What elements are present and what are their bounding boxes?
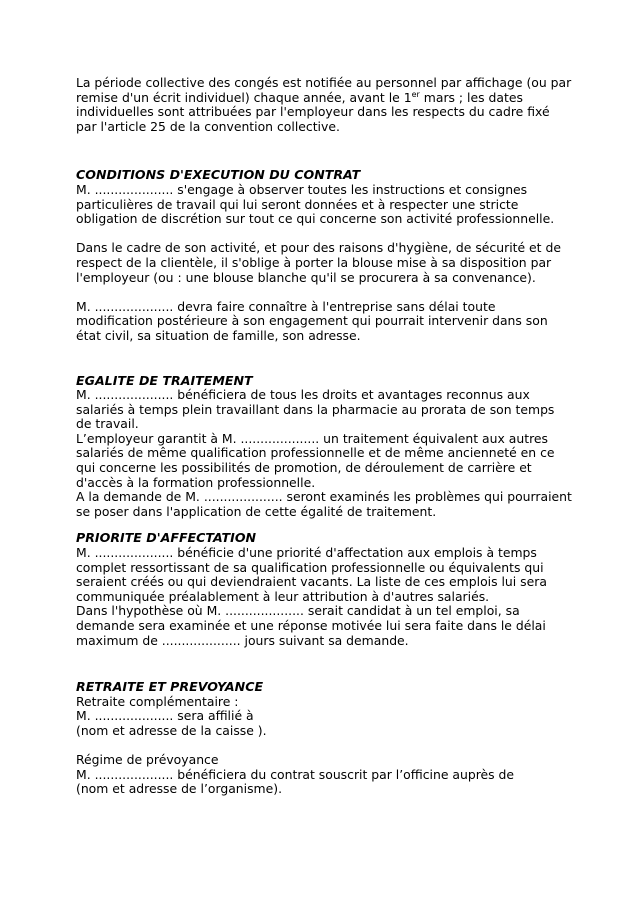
prevoyance-line-contrat: M. .................... bénéficiera du contrat souscrit par l’officine auprès de — [76, 766, 515, 782]
retraite-subheading: Retraite complémentaire : — [76, 693, 239, 709]
priorite-paragraph-2: Dans l'hypothèse où M. .................... serait candidat à un tel emploi, sa demande sera examinée et une réponse motivée lui sera faite dans le délai maximum de .................... jours suivant sa demande. — [76, 603, 546, 648]
prevoyance-subheading: Régime de prévoyance — [76, 752, 219, 768]
heading-priorite: PRIORITE D'AFFECTATION — [76, 530, 257, 546]
heading-retraite: RETRAITE ET PREVOYANCE — [76, 679, 264, 695]
intro-text-part1: La période collective des congés est notifiée au personnel par affichage (ou par remise d'un écrit individuel) chaque année, avant le 1 — [76, 75, 572, 105]
document-page — [76, 76, 572, 797]
retraite-line-affiliation: M. .................... sera affilié à — [76, 708, 254, 724]
heading-egalite: EGALITE DE TRAITEMENT — [76, 372, 253, 388]
intro-superscript: er — [411, 89, 420, 99]
conditions-paragraph-3: M. .................... devra faire connaître à l'entreprise sans délai toute modification postérieure à son engagement qui pourrait intervenir dans son état civil, sa situation de famille, son adresse. — [76, 298, 548, 343]
retraite-line-caisse: (nom et adresse de la caisse ). — [76, 722, 267, 738]
egalite-paragraph-1: M. .................... bénéficiera de tous les droits et avantages reconnus aux salariés à temps plein travaillant dans la pharmacie au prorata de son temps de travail. — [76, 387, 555, 432]
egalite-paragraph-2: L’employeur garantit à M. .................... un traitement équivalent aux autres salariés de même qualification professionnelle et de même ancienneté en ce qui concerne les possibilités de promotion, de déroulement de carrière et d'accès à la formation professionnelle. — [76, 430, 555, 490]
intro-text-part2: mars ; les dates individuelles sont attribuées par l'employeur dans les respects du cadre fixé par l'article 25 de la convention collective. — [76, 89, 550, 134]
priorite-paragraph-1: M. .................... bénéficie d'une priorité d'affectation aux emplois à temps complet ressortissant de sa qualification professionnelle ou équivalents qui seraient créés ou qui deviendraient vacants. La liste de ces emplois lui sera communiquée préalablement à leur attribution à d'autres salariés. — [76, 545, 547, 604]
conditions-paragraph-2: Dans le cadre de son activité, et pour des raisons d'hygiène, de sécurité et de respect de la clientèle, il s'oblige à porter la blouse mise à sa disposition par l'employeur (ou : une blouse blanche qu'il se procurera à sa convenance). — [76, 240, 561, 285]
heading-conditions: CONDITIONS D'EXECUTION DU CONTRAT — [76, 167, 361, 183]
intro-paragraph — [76, 76, 572, 134]
egalite-paragraph-3: A la demande de M. .................... seront examinés les problèmes qui pourraient se poser dans l'application de cette égalité de traitement. — [76, 489, 572, 519]
prevoyance-line-organisme: (nom et adresse de l’organisme). — [76, 781, 283, 797]
conditions-paragraph-1: M. .................... s'engage à observer toutes les instructions et consignes particulières de travail qui lui seront données et à respecter une stricte obligation de discrétion sur tout ce qui concerne son activité professionnelle. — [76, 181, 555, 227]
